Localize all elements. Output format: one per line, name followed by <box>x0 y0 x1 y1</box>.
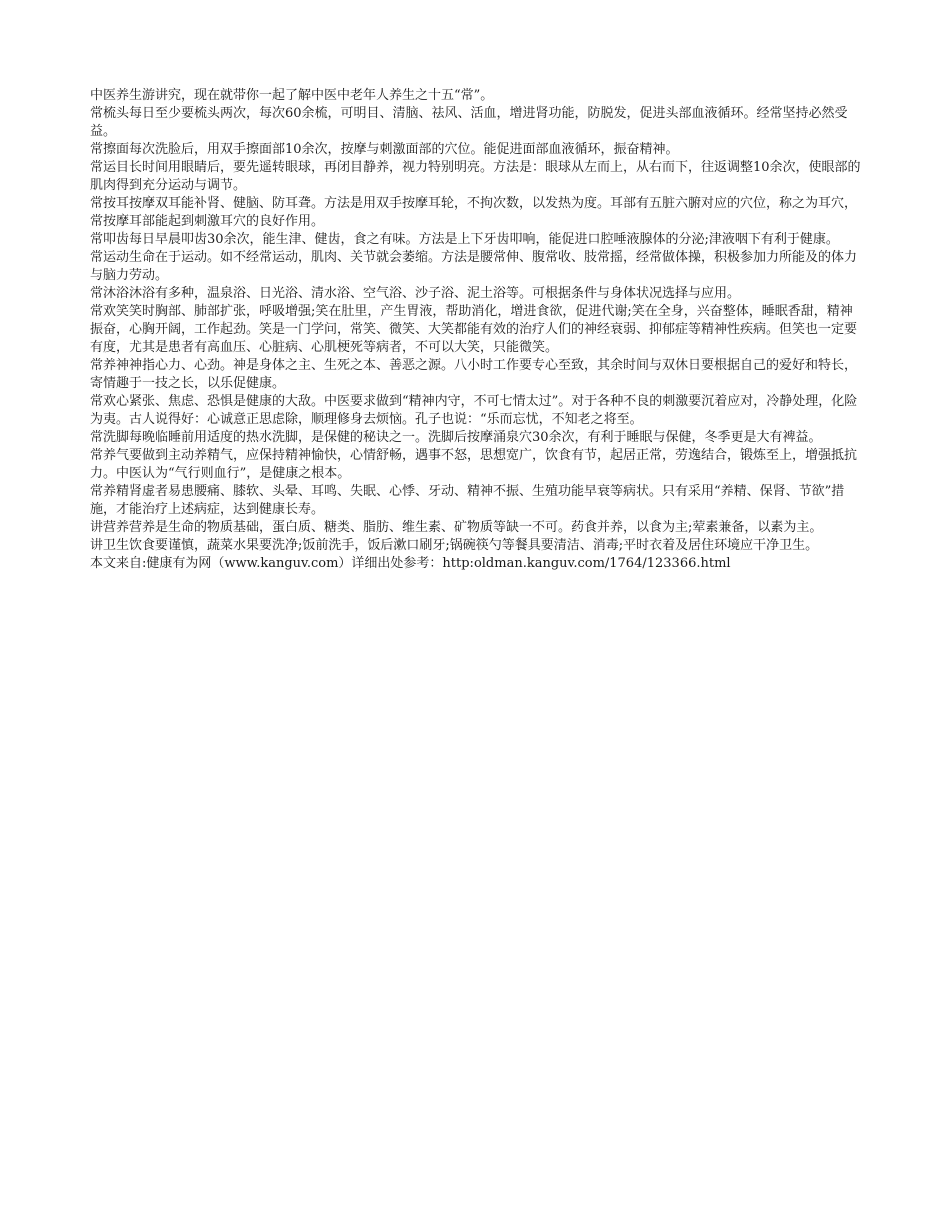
paragraph-nutrition: 讲营养营养是生命的物质基础，蛋白质、糖类、脂肪、维生素、矿物质等缺一不可。药食并养，以食为主;荤素兼备，以素为主。 <box>90 520 823 535</box>
paragraph-happy-heart: 常欢心紧张、焦虑、恐惧是健康的大敌。中医要求做到“精神内守，不可七情太过”。对于各种不良的刺激要沉着应对，冷静处理，化险为夷。古人说得好：心诚意正思虑除，顺理修身去烦恼。孔子也说：“乐而忘忧，不知老之将至。 <box>90 394 858 427</box>
paragraph-nourish-spirit: 常养神神指心力、心劲。神是身体之主、生死之本、善恶之源。八小时工作要专心至致，其余时间与双休日要根据自己的爱好和特长，寄情趣于一技之长，以乐促健康。 <box>90 358 858 391</box>
paragraph-comb-hair: 常梳头每日至少要梳头两次，每次60余梳，可明目、清脑、祛风、活血，增进肾功能，防脱发，促进头部血液循环。经常坚持必然受益。 <box>90 106 848 139</box>
paragraph-wash-feet: 常洗脚每晚临睡前用适度的热水洗脚，是保健的秘诀之一。洗脚后按摩涌泉穴30余次，有利于睡眠与保健，冬季更是大有裨益。 <box>90 430 822 445</box>
source-attribution: 本文来自:健康有为网（www.kanguv.com）详细出处参考：http:oldman.kanguv.com/1764/123366.html <box>90 556 731 571</box>
paragraph-rub-face: 常擦面每次洗脸后，用双手擦面部10余次，按摩与刺激面部的穴位。能促进面部血液循环，振奋精神。 <box>90 142 679 157</box>
paragraph-laughter: 常欢笑笑时胸部、肺部扩张，呼吸增强;笑在肚里，产生胃液，帮助消化，增进食欲，促进代谢;笑在全身，兴奋整体，睡眠香甜，精神振奋，心胸开阔，工作起劲。笑是一门学问，常笑、微笑、大笑都能有效的治疗人们的神经衰弱、抑郁症等精神性疾病。但笑也一定要有度，尤其是患者有高血压、心脏病、心肌梗死等病者，不可以大笑，只能微笑。 <box>90 304 858 355</box>
paragraph-nourish-qi: 常养气要做到主动养精气，应保持精神愉快，心情舒畅，遇事不怒，思想宽广，饮食有节，起居正常，劳逸结合，锻炼至上，增强抵抗力。中医认为“气行则血行”，是健康之根本。 <box>90 448 858 481</box>
paragraph-exercise: 常运动生命在于运动。如不经常运动，肌肉、关节就会萎缩。方法是腰常伸、腹常收、肢常摇，经常做体操，积极参加力所能及的体力与脑力劳动。 <box>90 250 858 283</box>
paragraph-tap-teeth: 常叩齿每日早晨叩齿30余次，能生津、健齿，食之有味。方法是上下牙齿叩响，能促进口腔唾液腺体的分泌;津液咽下有利于健康。 <box>90 232 839 247</box>
article-body <box>90 87 865 573</box>
intro-paragraph: 中医养生游讲究，现在就带你一起了解中医中老年人养生之十五“常”。 <box>90 88 494 103</box>
paragraph-move-eyes: 常运目长时间用眼睛后，要先遥转眼球，再闭目静养，视力特别明亮。方法是：眼球从左而上，从右而下，往返调整10余次，使眼部的肌肉得到充分运动与调节。 <box>90 160 861 193</box>
paragraph-bathing: 常沐浴沐浴有多种，温泉浴、日光浴、清水浴、空气浴、沙子浴、泥土浴等。可根据条件与身体状况选择与应用。 <box>90 286 741 301</box>
paragraph-press-ears: 常按耳按摩双耳能补肾、健脑、防耳聋。方法是用双手按摩耳轮，不拘次数，以发热为度。耳部有五脏六腑对应的穴位，称之为耳穴，常按摩耳部能起到刺激耳穴的良好作用。 <box>90 196 858 229</box>
paragraph-hygiene: 讲卫生饮食要谨慎，蔬菜水果要洗净;饭前洗手，饭后漱口刷牙;锅碗筷勺等餐具要清洁、消毒;平时衣着及居住环境应干净卫生。 <box>90 538 819 553</box>
paragraph-nourish-essence: 常养精肾虚者易患腰痛、膝软、头晕、耳鸣、失眠、心悸、牙动、精神不振、生殖功能早衰等病状。只有采用“养精、保肾、节欲”措施，才能治疗上述病症，达到健康长寿。 <box>90 484 845 517</box>
